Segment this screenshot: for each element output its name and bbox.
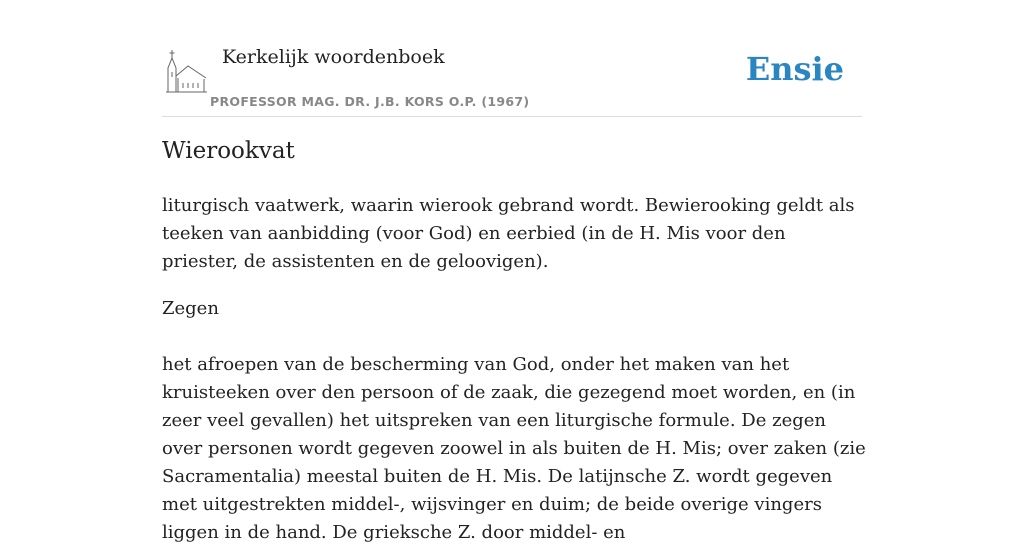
book-title[interactable]: Kerkelijk woordenboek [222,46,445,68]
church-icon [164,48,208,96]
entry-title: Wierookvat [162,138,295,164]
ensie-logo-link[interactable]: Ensie [745,50,844,88]
entry-paragraph: liturgisch vaatwerk, waarin wierook gebrand wordt. Bewierooking geldt als teeken van aanbidding (voor God) en eerbied (in de H. Mis voor den priester, de assistenten en de geloovigen). [162,195,855,272]
entry-body [162,192,867,547]
entry-subheading: Zegen [162,298,219,319]
entry-paragraph: het afroepen van de bescherming van God, onder het maken van het kruisteeken over den persoon of de zaak, die gezegend moet worden, en (in zeer veel gevallen) het uitspreken van een liturgische formule. De zegen over personen wordt gegeven zoowel in als buiten de H. Mis; over zaken (zie Sacramentalia) meestal buiten de H. Mis. De latijnsche Z. wordt gegeven met uitgestrekten middel-, wijsvinger en duim; de beide overige vingers liggen in de hand. De grieksche Z. door middel- en [162,354,866,543]
header [162,40,862,117]
book-author: PROFESSOR MAG. DR. J.B. KORS O.P. (1967) [210,94,530,109]
